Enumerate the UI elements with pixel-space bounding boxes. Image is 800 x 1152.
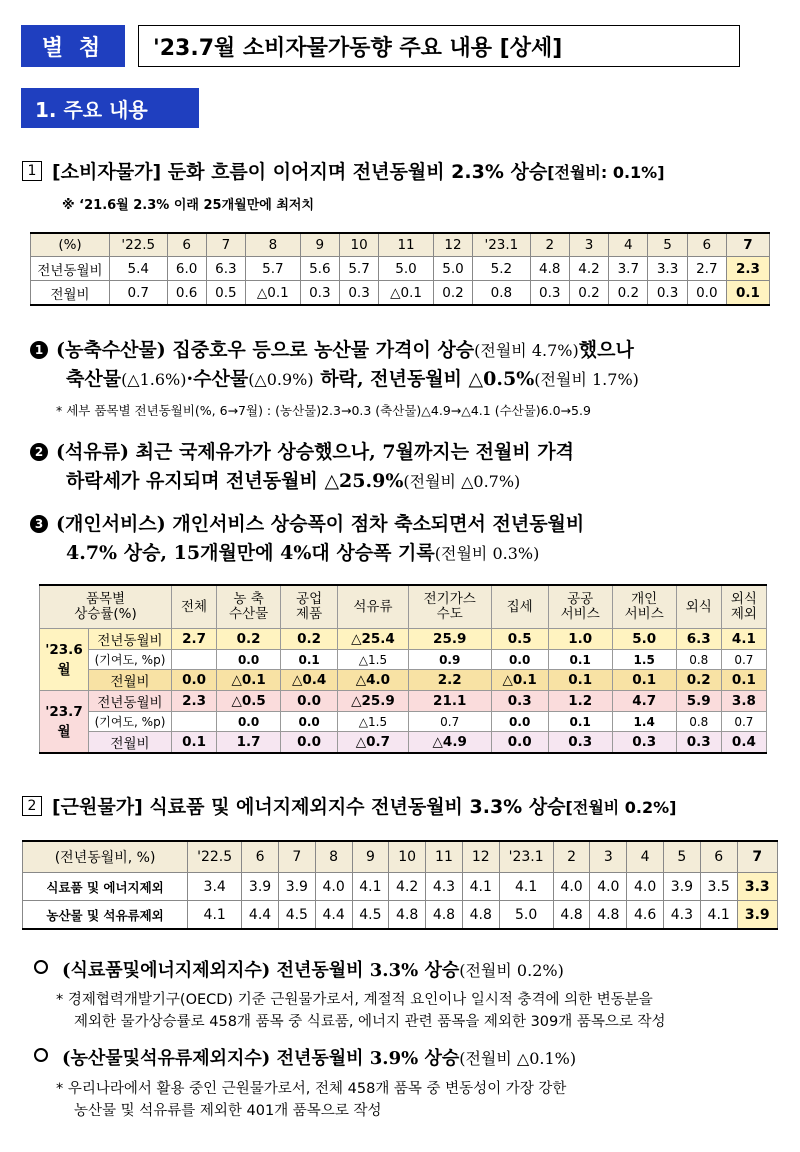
table-header-cell: 2: [553, 841, 590, 873]
table-cell: 25.9: [408, 629, 491, 650]
table-cell: 5.0: [379, 257, 434, 281]
row-label: 전월비: [31, 281, 110, 306]
bullet-number-icon: 3: [30, 515, 48, 533]
cpi-trend-table: [30, 232, 770, 306]
table-cell: 4.6: [627, 901, 664, 930]
core-desc-line: * 경제협력개발기구(OECD) 기준 근원물가로서, 계절적 요인이나 일시적 충격에 의한 변동분을: [56, 992, 653, 1008]
table-cell: 4.5: [352, 901, 389, 930]
table-cell: 21.1: [408, 691, 491, 712]
core-desc: [56, 989, 786, 1033]
table-cell: 2.7: [172, 629, 217, 650]
table-header-cell: [612, 585, 676, 629]
table-cell: 5.6: [300, 257, 339, 281]
table-cell: 0.3: [676, 732, 721, 754]
table-corner-cell: [40, 585, 172, 629]
group-label: '23.6월: [40, 629, 89, 691]
table-cell: 0.0: [217, 712, 281, 732]
header-line: 농 축: [233, 591, 264, 607]
table-header-cell: 3: [569, 233, 608, 257]
item-heading: [52, 157, 665, 184]
table-cell: 0.3: [612, 732, 676, 754]
table-cell: 0.2: [433, 281, 472, 306]
bullet-note: (전월비 1.7%): [534, 370, 639, 389]
table-cell: 4.5: [278, 901, 315, 930]
table-header-cell: 12: [433, 233, 472, 257]
table-row: [23, 873, 778, 901]
row-label: 농산물 및 석유류제외: [23, 901, 188, 930]
table-header-cell: [281, 585, 338, 629]
header-line: 전체: [181, 598, 208, 615]
table-cell: 3.5: [700, 873, 737, 901]
table-header-cell: (전년동월비, %): [23, 841, 188, 873]
header-line: 수도: [436, 606, 463, 622]
table-cell: 0.0: [281, 732, 338, 754]
header-line: 집세: [506, 598, 533, 615]
table-cell: 0.1: [721, 670, 766, 691]
header-line: 외식: [685, 598, 712, 615]
header-line: 외식: [730, 591, 757, 607]
table-cell: 4.2: [569, 257, 608, 281]
header-line: 전기가스: [423, 591, 476, 607]
table-cell: 0.1: [172, 732, 217, 754]
table-cell: 0.8: [676, 650, 721, 670]
table-header-row: [40, 585, 767, 629]
table-header-cell: 6: [167, 233, 206, 257]
table-cell: △4.9: [408, 732, 491, 754]
item-number-box: 2: [22, 796, 42, 816]
table-cell: 5.2: [473, 257, 531, 281]
table-header-cell: '22.5: [110, 233, 168, 257]
table-cell: 5.7: [339, 257, 378, 281]
table-header-cell: 9: [300, 233, 339, 257]
table-cell: 3.9: [737, 901, 777, 930]
table-header-cell: [172, 585, 217, 629]
table-row: [31, 257, 770, 281]
table-cell: [172, 650, 217, 670]
core-desc-line: 농산물 및 석유류를 제외한 401개 품목으로 작성: [74, 1103, 382, 1119]
header-line: 공업: [296, 591, 323, 607]
table-cell: 0.0: [281, 712, 338, 732]
table-cell: 0.3: [339, 281, 378, 306]
table-header-cell: 5: [648, 233, 687, 257]
table-cell: 0.5: [206, 281, 245, 306]
bullet-number-icon: 2: [30, 443, 48, 461]
table-cell: △0.1: [217, 670, 281, 691]
table-header-cell: 8: [246, 233, 301, 257]
table-cell: 5.9: [676, 691, 721, 712]
table-cell: 2.7: [687, 257, 726, 281]
table-cell: 1.0: [548, 629, 612, 650]
table-cell: 1.5: [612, 650, 676, 670]
bullet-detail-note: * 세부 품목별 전년동월비(%, 6→7월) : (농산물)2.3→0.3 (축산물)△4.9→△4.1 (수산물)6.0→5.9: [56, 403, 591, 418]
item-heading-sub: [전월비: 0.1%]: [547, 163, 665, 182]
table-header-row: [31, 233, 770, 257]
table-header-cell: 10: [339, 233, 378, 257]
table-cell: 0.4: [721, 732, 766, 754]
page-title: '23.7월 소비자물가동향 주요 내용 [상세]: [138, 25, 740, 67]
hollow-circle-icon: [34, 960, 48, 974]
core-title: (식료품및에너지제외지수) 전년동월비 3.3% 상승: [62, 960, 460, 981]
header-line: 공공: [567, 591, 594, 607]
table-row: [40, 712, 767, 732]
table-cell: △0.1: [491, 670, 548, 691]
table-cell: 5.4: [110, 257, 168, 281]
table-cell: 4.3: [664, 901, 701, 930]
table-header-cell: 7: [206, 233, 245, 257]
header-line: 제외: [730, 606, 757, 622]
table-header-cell: 6: [700, 841, 737, 873]
table-cell: 0.2: [217, 629, 281, 650]
bullet-text: (개인서비스) 개인서비스 상승폭이 점차 축소되면서 전년동월비: [56, 513, 585, 535]
table-row: [40, 629, 767, 650]
hollow-circle-icon: [34, 1048, 48, 1062]
table-header-cell: 4: [609, 233, 648, 257]
header-line: 제품: [296, 606, 323, 622]
core-agri-petroleum: [34, 1044, 576, 1073]
category-breakdown-table: [39, 584, 767, 754]
header-line: 석유류: [353, 598, 393, 615]
row-label: 전년동월비: [31, 257, 110, 281]
table-cell: 4.1: [462, 873, 499, 901]
table-header-cell: 7: [737, 841, 777, 873]
bullet-text: 하락세가 유지되며 전년동월비 △25.9%: [66, 470, 404, 492]
table-cell: 6.0: [167, 257, 206, 281]
core-desc-line: * 우리나라에서 활용 중인 근원물가로서, 전체 458개 품목 중 변동성이 가장 강한: [56, 1081, 567, 1097]
bullet-text: 4.7% 상승, 15개월만에 4%대 상승폭 기록: [66, 542, 435, 564]
table-cell: 4.1: [499, 873, 553, 901]
bullet-agri: [30, 336, 790, 394]
table-header-cell: 6: [687, 233, 726, 257]
table-cell: 1.7: [217, 732, 281, 754]
table-cell: 0.0: [281, 691, 338, 712]
table-cell: 0.1: [726, 281, 769, 306]
table-cell: 4.0: [627, 873, 664, 901]
table-header-cell: (%): [31, 233, 110, 257]
table-cell: 0.1: [548, 712, 612, 732]
table-cell: 4.1: [700, 901, 737, 930]
table-cell: 0.3: [530, 281, 569, 306]
table-header-cell: 11: [379, 233, 434, 257]
table-header-cell: 7: [726, 233, 769, 257]
core-inflation-table: [22, 840, 778, 930]
table-cell: 0.1: [548, 670, 612, 691]
bullet-petroleum: [30, 438, 790, 496]
table-header-cell: 7: [278, 841, 315, 873]
table-cell: 2.3: [172, 691, 217, 712]
table-cell: △1.5: [338, 650, 409, 670]
row-label: 전월비: [89, 732, 172, 754]
table-cell: △0.1: [246, 281, 301, 306]
table-cell: 0.0: [217, 650, 281, 670]
table-row: [31, 281, 770, 306]
table-cell: 3.3: [737, 873, 777, 901]
table-header-cell: '23.1: [473, 233, 531, 257]
table-cell: 0.9: [408, 650, 491, 670]
table-cell: △1.5: [338, 712, 409, 732]
table-cell: 4.0: [553, 873, 590, 901]
table-header-cell: [721, 585, 766, 629]
table-cell: 0.7: [721, 712, 766, 732]
table-cell: 4.1: [352, 873, 389, 901]
table-cell: △0.1: [379, 281, 434, 306]
table-cell: 0.2: [676, 670, 721, 691]
table-cell: 5.7: [246, 257, 301, 281]
row-label: 전년동월비: [89, 691, 172, 712]
group-label: '23.7월: [40, 691, 89, 754]
bullet-note: (△0.9%): [248, 370, 314, 389]
table-cell: 3.3: [648, 257, 687, 281]
table-cell: 0.0: [687, 281, 726, 306]
section-title: 1. 주요 내용: [21, 88, 199, 128]
bullet-note: (전월비 0.3%): [434, 544, 540, 563]
table-cell: △4.0: [338, 670, 409, 691]
table-cell: 0.8: [676, 712, 721, 732]
bullet-text: 하락, 전년동월비 △0.5%: [313, 368, 535, 390]
header-line: 개인: [631, 591, 658, 607]
table-row: [40, 691, 767, 712]
table-header-cell: [217, 585, 281, 629]
table-header-cell: [676, 585, 721, 629]
table-cell: 4.8: [553, 901, 590, 930]
table-header-row: [23, 841, 778, 873]
table-cell: 4.8: [426, 901, 463, 930]
table-cell: 4.8: [389, 901, 426, 930]
row-label: (기여도, %p): [89, 650, 172, 670]
table-cell: 0.0: [491, 650, 548, 670]
bullet-note: (△1.6%): [121, 370, 187, 389]
bullet-text: (농축수산물) 집중호우 등으로 농산물 가격이 상승: [56, 339, 475, 361]
table-row: [40, 670, 767, 691]
table-header-cell: 3: [590, 841, 627, 873]
table-header-cell: 2: [530, 233, 569, 257]
table-header-cell: [408, 585, 491, 629]
header-line: 서비스: [560, 606, 600, 622]
table-header-cell: [491, 585, 548, 629]
table-cell: 0.3: [491, 691, 548, 712]
table-cell: 3.9: [242, 873, 279, 901]
row-label: (기여도, %p): [89, 712, 172, 732]
table-cell: △0.5: [217, 691, 281, 712]
core-food-energy: [34, 956, 564, 985]
header-line: 수산물: [229, 606, 269, 622]
bullet-text: 축산물: [66, 368, 122, 390]
item-heading-text: [근원물가] 식료품 및 에너지제외지수 전년동월비 3.3% 상승: [52, 796, 566, 818]
core-title: (농산물및석유류제외지수) 전년동월비 3.9% 상승: [62, 1048, 460, 1069]
table-cell: 0.3: [548, 732, 612, 754]
table-header-cell: 10: [389, 841, 426, 873]
table-cell: 3.8: [721, 691, 766, 712]
item-heading-text: [소비자물가] 둔화 흐름이 이어지며 전년동월비 2.3% 상승: [52, 161, 548, 183]
bullet-text: ·수산물: [186, 368, 249, 390]
table-cell: 4.4: [315, 901, 352, 930]
table-cell: [172, 712, 217, 732]
table-cell: 4.0: [315, 873, 352, 901]
bullet-personal-services: [30, 510, 790, 568]
table-header-cell: 6: [242, 841, 279, 873]
table-cell: 0.2: [609, 281, 648, 306]
table-row: [40, 650, 767, 670]
item-heading: [52, 792, 677, 819]
table-cell: 4.1: [188, 901, 242, 930]
table-cell: 4.7: [612, 691, 676, 712]
table-header-cell: 12: [462, 841, 499, 873]
corner-line: 상승률(%): [74, 606, 137, 622]
table-cell: 2.2: [408, 670, 491, 691]
table-cell: 0.8: [473, 281, 531, 306]
table-cell: 4.0: [590, 873, 627, 901]
table-cell: 3.7: [609, 257, 648, 281]
table-header-cell: 5: [664, 841, 701, 873]
table-cell: △0.7: [338, 732, 409, 754]
table-header-cell: 8: [315, 841, 352, 873]
item-number-box: 1: [22, 161, 42, 181]
table-cell: 5.0: [499, 901, 553, 930]
table-cell: 3.4: [188, 873, 242, 901]
table-cell: △25.9: [338, 691, 409, 712]
table-header-cell: 11: [426, 841, 463, 873]
table-cell: 5.0: [433, 257, 472, 281]
table-cell: 0.0: [491, 712, 548, 732]
row-label: 식료품 및 에너지제외: [23, 873, 188, 901]
table-cell: 4.1: [721, 629, 766, 650]
table-row: [23, 901, 778, 930]
table-cell: 0.2: [569, 281, 608, 306]
table-cell: 0.1: [548, 650, 612, 670]
table-row: [40, 732, 767, 754]
header-line: 서비스: [624, 606, 664, 622]
table-cell: 0.5: [491, 629, 548, 650]
table-cell: 2.3: [726, 257, 769, 281]
table-cell: 3.9: [664, 873, 701, 901]
table-cell: 0.6: [167, 281, 206, 306]
item-note: ※ ‘21.6월 2.3% 이래 25개월만에 최저치: [62, 198, 315, 213]
bullet-number-icon: 1: [30, 341, 48, 359]
bullet-text-tail: 했으나: [578, 339, 634, 361]
row-label: 전년동월비: [89, 629, 172, 650]
table-cell: 6.3: [206, 257, 245, 281]
table-cell: 4.8: [590, 901, 627, 930]
table-cell: 4.8: [462, 901, 499, 930]
table-cell: 0.7: [721, 650, 766, 670]
table-cell: 0.1: [612, 670, 676, 691]
table-header-cell: 4: [627, 841, 664, 873]
table-cell: 0.2: [281, 629, 338, 650]
table-cell: 4.4: [242, 901, 279, 930]
table-cell: 4.2: [389, 873, 426, 901]
table-header-cell: 9: [352, 841, 389, 873]
corner-line: 품목별: [85, 591, 126, 607]
table-cell: 0.3: [300, 281, 339, 306]
bullet-text: (석유류) 최근 국제유가가 상승했으나, 7월까지는 전월비 가격: [56, 441, 575, 463]
table-header-cell: [338, 585, 409, 629]
table-cell: 0.0: [491, 732, 548, 754]
item-heading-sub: [전월비 0.2%]: [565, 798, 677, 817]
table-cell: 0.7: [408, 712, 491, 732]
bullet-note: (전월비 4.7%): [474, 341, 579, 360]
table-cell: 0.7: [110, 281, 168, 306]
table-cell: 1.4: [612, 712, 676, 732]
table-cell: 0.0: [172, 670, 217, 691]
table-cell: 4.3: [426, 873, 463, 901]
table-cell: 6.3: [676, 629, 721, 650]
table-cell: 0.1: [281, 650, 338, 670]
table-header-cell: '23.1: [499, 841, 553, 873]
table-cell: 1.2: [548, 691, 612, 712]
table-cell: 3.9: [278, 873, 315, 901]
row-label: 전월비: [89, 670, 172, 691]
table-header-cell: '22.5: [188, 841, 242, 873]
table-cell: 4.8: [530, 257, 569, 281]
core-note: (전월비 △0.1%): [459, 1049, 577, 1068]
table-header-cell: [548, 585, 612, 629]
table-cell: 0.3: [648, 281, 687, 306]
appendix-badge: 별 첨: [21, 25, 125, 67]
core-note: (전월비 0.2%): [459, 961, 564, 980]
table-cell: 5.0: [612, 629, 676, 650]
bullet-note: (전월비 △0.7%): [403, 472, 521, 491]
core-desc-line: 제외한 물가상승률로 458개 품목 중 식료품, 에너지 관련 품목을 제외한 309개 품목으로 작성: [74, 1014, 666, 1030]
table-cell: △25.4: [338, 629, 409, 650]
table-cell: △0.4: [281, 670, 338, 691]
core-desc: [56, 1078, 786, 1122]
